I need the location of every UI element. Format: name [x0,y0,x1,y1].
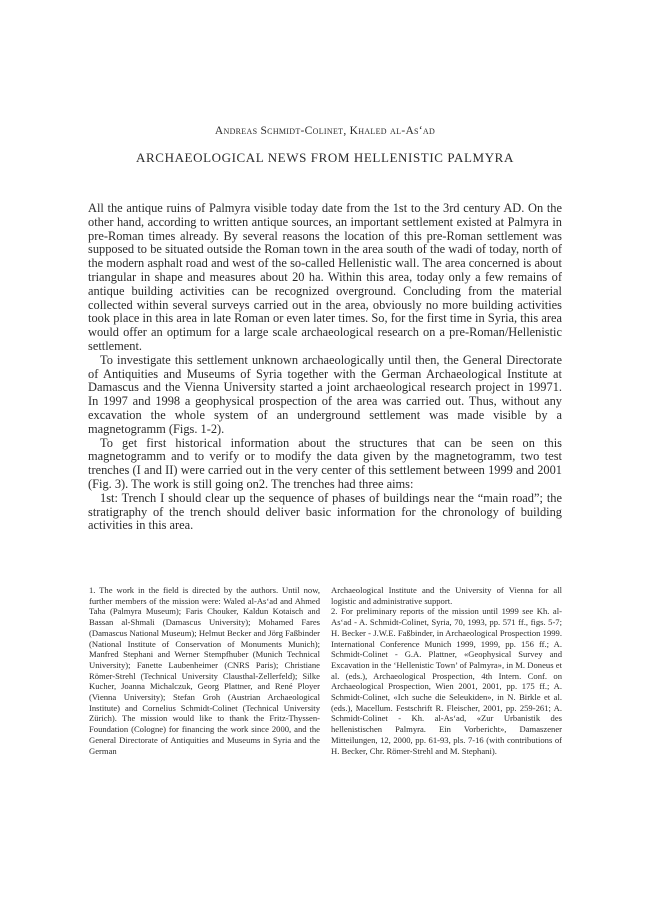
article-title: ARCHAEOLOGICAL NEWS FROM HELLENISTIC PALMYRA [136,150,514,165]
author-line: Andreas Schmidt-Colinet, Khaled al-As‘ad [214,125,436,137]
paragraph-intro: All the antique ruins of Palmyra visible today date from the 1st to the 3rd century AD. On the other hand, according to written antique sources, an important settlement existed at Palmyra in pre-Roman times already. By several reasons the location of this pre-Roman settlement was supposed to be situated outside the Roman town in the area south of the wadi of today, north of the modern asphalt road and west of the so-called Hellenistic wall. The area concerned is about triangular in shape and measures about 20 ha. Within this area, today only a few remains of antique building activities can be recognized overground. Concluding from the material collected within several surveys carried out in the area, obviously no more building activities took place in this area in late Roman or even later times. So, for the first time in Syria, this area would offer an optimum for a large scale archaeological research on a pre-Roman/Hellenistic settlement. [88,201,562,353]
footnote-column-right [331,585,562,756]
footnote-column-left [89,585,320,756]
footnote-1: 1. The work in the field is directed by the authors. Until now, further members of the mission were: Waled al-As‘ad and Ahmed Taha (Palmyra Museum); Faris Chouker, Kaldun Kotaisch and Bassan al-Shmali (Damascus University); Mohamed Fares (Damascus National Museum); Helmut Becker and Jörg Faßbinder (National Institute of Conservation of Monuments Munich); Manfred Stephani and Werner Stempfhuber (Munich Technical University); Fanette Laubenheimer (CNRS Paris); Christiane Römer-Strehl (Technical University Clausthal-Zellerfeld); Silke Kucher, Joanna Michalczuk, Georg Plattner, and René Ployer (Vienna University); Stefan Groh (Austrian Archaeological Institute) and Cornelius Schmidt-Colinet (Technical University Zürich). The mission would like to thank the Fritz-Thyssen-Foundation (Cologne) for financing the work since 2000, and the General Directorate of Antiquities and Museums in Syria and the German [89,585,320,756]
body-text [88,202,562,533]
footnote-2: Archaeological Institute and the University of Vienna for all logistic and administrative support. 2. For preliminary reports of the mission until 1999 see Kh. al-As‘ad - A. Schmidt-Colinet, Syria, 70, 1993, pp. 571 ff., figs. 5-7; H. Becker - J.W.E. Faßbinder, in Archaeological Prospection 1999. International Conference Munich 1999, 1999, pp. 156 ff.; A. Schmidt-Colinet - G.A. Plattner, «Geophysical Survey and Excavation in the ‘Hellenistic Town’ of Palmyra», in M. Doneus et al. (eds.), Archaeological Prospection, 4th Intern. Conf. on Archaeological Prospection, Wien 2001, 2001, pp. 175 ff.; A. Schmidt-Colinet, «Ich suche die Seleukiden», in N. Birkle et al. (eds.), Macellum. Festschrift R. Fleischer, 2001, pp. 259-261; A. Schmidt-Colinet - Kh. al-As‘ad, «Zur Urbanistik des hellenistischen Palmyra. Ein Vorbericht», Damaszener Mitteilungen, 12, 2000, pp. 61-93, pls. 7-16 (with contributions of H. Becker, Chr. Römer-Strehl and M. Stephani). [331,585,562,756]
paragraph-project: To investigate this settlement unknown archaeologically until then, the General Directorate of Antiquities and Museums of Syria together with the German Archaeological Institute at Damascus and the Vienna University started a joint archaeological research project in 19971. In 1997 and 1998 a geophysical prospection of the area was carried out. Thus, without any excavation the whole system of an underground settlement was made visible by a magnetogramm (Figs. 1-2). [88,352,562,436]
paragraph-trenches: To get first historical information about the structures that can be seen on this magnetogramm and to verify or to modify the data given by the magnetogramm, two test trenches (I and II) were carried out in the very center of this settlement between 1999 and 2001 (Fig. 3). The work is still going on2. The trenches had three aims: [88,435,562,491]
paragraph-aim-1: 1st: Trench I should clear up the sequence of phases of buildings near the “main road”; the stratigraphy of the trench should deliver basic information for the chronology of building activities in this area. [88,490,562,533]
